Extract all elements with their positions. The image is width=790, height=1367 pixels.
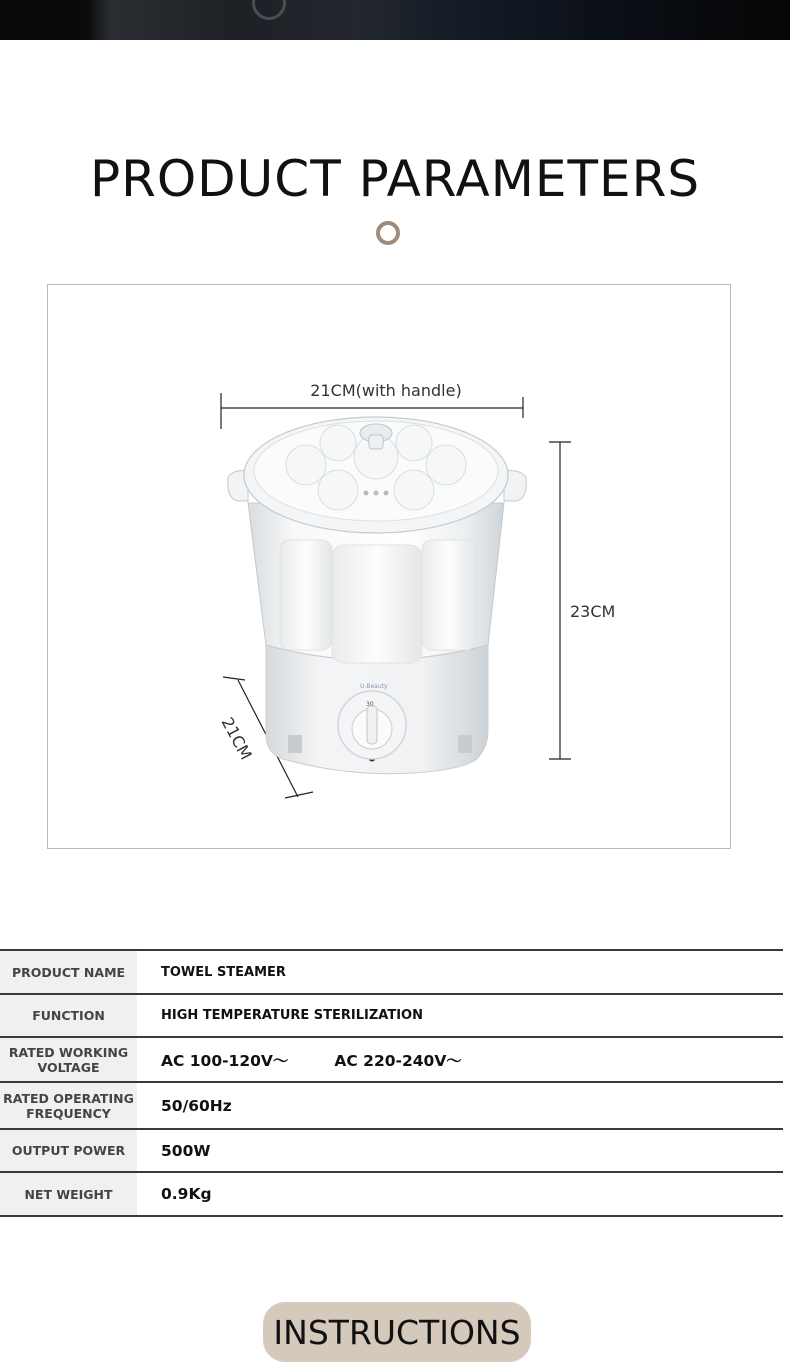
param-label: RATED OPERATING FREQUENCY [0,1082,137,1129]
brand-logo: U-Beauty [360,683,388,690]
param-value: HIGH TEMPERATURE STERILIZATION [137,994,783,1037]
title-ring-icon [376,221,400,245]
param-value: 500W [137,1129,783,1172]
param-label: OUTPUT POWER [0,1129,137,1172]
param-value-secondary: AC 220-240V〜 [334,1051,462,1070]
depth-dimension-label: 21CM [217,714,256,763]
param-value: 0.9Kg [137,1172,783,1216]
table-row [0,994,783,1037]
width-dimension-label: 21CM(with handle) [310,381,462,400]
page-title: PRODUCT PARAMETERS [89,150,701,208]
banner-decoration [252,0,286,20]
param-value: TOWEL STEAMER [137,950,783,994]
param-label: RATED WORKING VOLTAGE [0,1037,137,1082]
product-image-frame [47,284,731,849]
param-value: 50/60Hz [137,1082,783,1129]
param-label: PRODUCT NAME [0,950,137,994]
parameters-table [0,949,783,1217]
height-dimension-label: 23CM [570,602,616,621]
param-label: NET WEIGHT [0,1172,137,1216]
table-row [0,1172,783,1216]
towel-steamer-illustration [48,285,732,850]
table-row [0,1037,783,1082]
table-row [0,1082,783,1129]
param-value: AC 100-120V〜 [161,1051,289,1070]
param-label: FUNCTION [0,994,137,1037]
table-row [0,1129,783,1172]
table-row [0,950,783,994]
top-banner-strip [0,0,790,40]
instructions-heading: INSTRUCTIONS [263,1302,531,1362]
param-value-group [137,1037,783,1082]
height-dimension-line [549,442,571,759]
dial-value: 30 [366,701,374,708]
